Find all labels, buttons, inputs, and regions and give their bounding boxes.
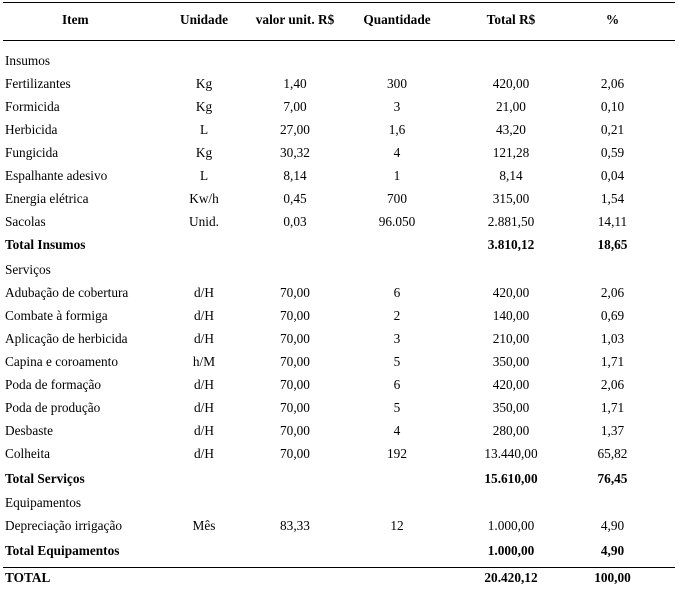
cell-quantidade: 4 [393,423,401,438]
cell-valor-unit: 70,00 [280,446,310,461]
cell-total [452,491,570,514]
cell-valor-unit: 70,00 [280,331,310,346]
table-row [0,72,679,95]
cell-unidade [173,258,235,281]
total-row [0,233,679,256]
cell-total: 350,00 [492,354,530,369]
cell-percent: 2,06 [600,285,625,300]
cell-valor-unit [235,258,355,281]
cell-valor-unit: 30,32 [280,145,310,160]
cell-quantidade: 1 [393,168,401,183]
cell-item: Depreciação irrigação [5,518,123,533]
cell-quantidade [355,49,439,72]
header-quantidade: Quantidade [363,12,431,27]
cell-valor-unit [235,467,355,490]
cell-percent [560,258,665,281]
cell-unidade: Unid. [189,214,219,229]
cell-total: 420,00 [492,285,530,300]
cell-unidade [173,233,235,256]
cell-unidade: d/H [194,308,214,323]
cell-valor-unit [235,49,355,72]
cell-item: Total Equipamentos [5,543,120,558]
cell-total: 3.810,12 [487,237,535,252]
cell-percent: 1,37 [600,423,625,438]
cell-item: Espalhante adesivo [5,168,108,183]
cell-percent: 1,03 [600,331,625,346]
cell-unidade: Mês [192,518,216,533]
cell-percent: 0,10 [600,99,625,114]
cell-valor-unit: 70,00 [280,308,310,323]
cell-quantidade: 2 [393,308,401,323]
cell-quantidade [355,467,439,490]
cell-percent: 2,06 [600,76,625,91]
cell-quantidade: 700 [387,191,407,206]
cell-percent: 0,21 [600,122,625,137]
table-row [0,327,679,350]
cell-valor-unit: 70,00 [280,377,310,392]
cell-unidade: Kg [195,99,213,114]
table-row [0,396,679,419]
cell-percent: 1,71 [600,400,625,415]
cell-total: 350,00 [492,400,530,415]
cell-unidade [173,49,235,72]
cell-valor-unit: 70,00 [280,400,310,415]
table-row [0,304,679,327]
cell-valor-unit: 70,00 [280,354,310,369]
cell-item: Poda de produção [5,400,101,415]
table-row [0,118,679,141]
cell-total: 1.000,00 [487,518,535,533]
cell-quantidade: 5 [393,400,401,415]
cell-valor-unit: 83,33 [280,518,310,533]
cell-item: Capina e coroamento [5,354,118,369]
cell-unidade: d/H [194,423,214,438]
cell-total: 140,00 [492,308,530,323]
cell-percent: 1,71 [600,354,625,369]
table-row [0,373,679,396]
cell-valor-unit: 1,40 [283,76,307,91]
total-row [0,566,679,589]
header-item: Item [62,12,89,27]
table-row [0,187,679,210]
cell-item: Total Insumos [5,237,86,252]
cell-valor-unit: 27,00 [280,122,310,137]
cell-total: 315,00 [492,191,530,206]
cell-unidade: L [199,122,209,137]
cell-total: 280,00 [492,423,530,438]
cell-item: Formicida [5,99,60,114]
cell-percent: 0,69 [600,308,625,323]
header-bottom-rule [3,40,675,41]
cell-quantidade [355,539,439,562]
cell-item: Fertilizantes [5,76,71,91]
cell-item: Equipamentos [5,495,82,510]
cell-item: Poda de formação [5,377,101,392]
table-row [0,210,679,233]
cell-percent: 1,54 [600,191,625,206]
header-unidade: Unidade [179,12,229,27]
cell-percent: 4,90 [600,518,625,533]
cell-item: Insumos [5,53,51,68]
cell-valor-unit [235,539,355,562]
cell-item: Herbicida [5,122,58,137]
cell-percent: 76,45 [597,471,628,486]
cell-total [452,49,570,72]
cell-quantidade: 3 [393,99,401,114]
cell-item: TOTAL [5,570,51,585]
cell-item: Serviços [5,262,51,277]
cell-valor-unit: 0,45 [283,191,307,206]
cell-total: 15.610,00 [484,471,538,486]
cell-quantidade: 4 [393,145,401,160]
cell-total: 20.420,12 [484,570,538,585]
cell-percent [560,49,665,72]
cell-valor-unit [235,566,355,589]
cell-total: 13.440,00 [484,446,538,461]
cell-total: 420,00 [492,76,530,91]
cell-valor-unit: 70,00 [280,285,310,300]
header-total: Total R$ [486,12,536,27]
table-row [0,141,679,164]
cell-quantidade: 3 [393,331,401,346]
cell-total: 121,28 [492,145,530,160]
cell-unidade: d/H [194,285,214,300]
cell-valor-unit: 0,03 [283,214,307,229]
cell-percent: 2,06 [600,377,625,392]
cell-unidade: Kg [195,76,213,91]
cell-quantidade: 1,6 [388,122,406,137]
cell-valor-unit: 70,00 [280,423,310,438]
cell-percent: 14,11 [597,214,628,229]
table-header-row [0,8,679,31]
total-row [0,539,679,562]
cell-item: Fungicida [5,145,59,160]
cell-quantidade: 192 [387,446,407,461]
header-top-rule [3,2,675,3]
table-row [0,281,679,304]
cell-total [452,258,570,281]
cell-quantidade [355,491,439,514]
cell-quantidade [355,233,439,256]
cell-item: Adubação de cobertura [5,285,129,300]
cell-item: Total Serviços [5,471,85,486]
cell-unidade: Kw/h [189,191,219,206]
cell-percent: 18,65 [597,237,628,252]
cell-unidade [173,467,235,490]
cell-unidade: L [199,168,209,183]
total-row [0,467,679,490]
cell-unidade: d/H [194,400,214,415]
cell-unidade: d/H [194,331,214,346]
cell-percent: 65,82 [597,446,628,461]
cell-total: 1.000,00 [487,543,535,558]
table-row [0,95,679,118]
table-row [0,350,679,373]
cell-item: Desbaste [5,423,53,438]
header-percent: % [605,12,620,27]
cell-valor-unit [235,233,355,256]
cell-unidade: Kg [195,145,213,160]
cell-quantidade: 12 [390,518,404,533]
table-row [0,514,679,537]
header-valor-unit: valor unit. R$ [255,12,335,27]
cell-percent: 4,90 [600,543,625,558]
cell-quantidade [355,566,439,589]
section-row [0,49,679,72]
cell-unidade [173,491,235,514]
cell-quantidade: 96.050 [378,214,416,229]
section-row [0,491,679,514]
cell-item: Energia elétrica [5,191,89,206]
cell-valor-unit: 8,14 [283,168,307,183]
section-row [0,258,679,281]
cell-percent: 100,00 [594,570,631,585]
cell-quantidade: 300 [387,76,407,91]
cell-unidade: h/M [192,354,216,369]
cell-percent [560,491,665,514]
cell-item: Sacolas [5,214,46,229]
cell-total: 420,00 [492,377,530,392]
cell-quantidade [355,258,439,281]
cell-total: 8,14 [499,168,523,183]
cell-item: Aplicação de herbicida [5,331,128,346]
cell-valor-unit: 7,00 [283,99,307,114]
table-row [0,164,679,187]
cell-percent: 0,04 [600,168,625,183]
cell-total: 43,20 [496,122,526,137]
cell-unidade: d/H [194,377,214,392]
cell-percent: 0,59 [600,145,625,160]
cell-quantidade: 6 [393,377,401,392]
cell-unidade [173,566,235,589]
cell-total: 21,00 [496,99,526,114]
cell-quantidade: 6 [393,285,401,300]
cell-unidade: d/H [194,446,214,461]
table-row [0,442,679,465]
table-row [0,419,679,442]
cell-total: 2.881,50 [487,214,535,229]
cell-valor-unit [235,491,355,514]
cell-item: Colheita [5,446,51,461]
cell-total: 210,00 [492,331,530,346]
cell-unidade [173,539,235,562]
grand-total-rule [3,567,675,568]
cell-item: Combate à formiga [5,308,108,323]
cell-quantidade: 5 [393,354,401,369]
